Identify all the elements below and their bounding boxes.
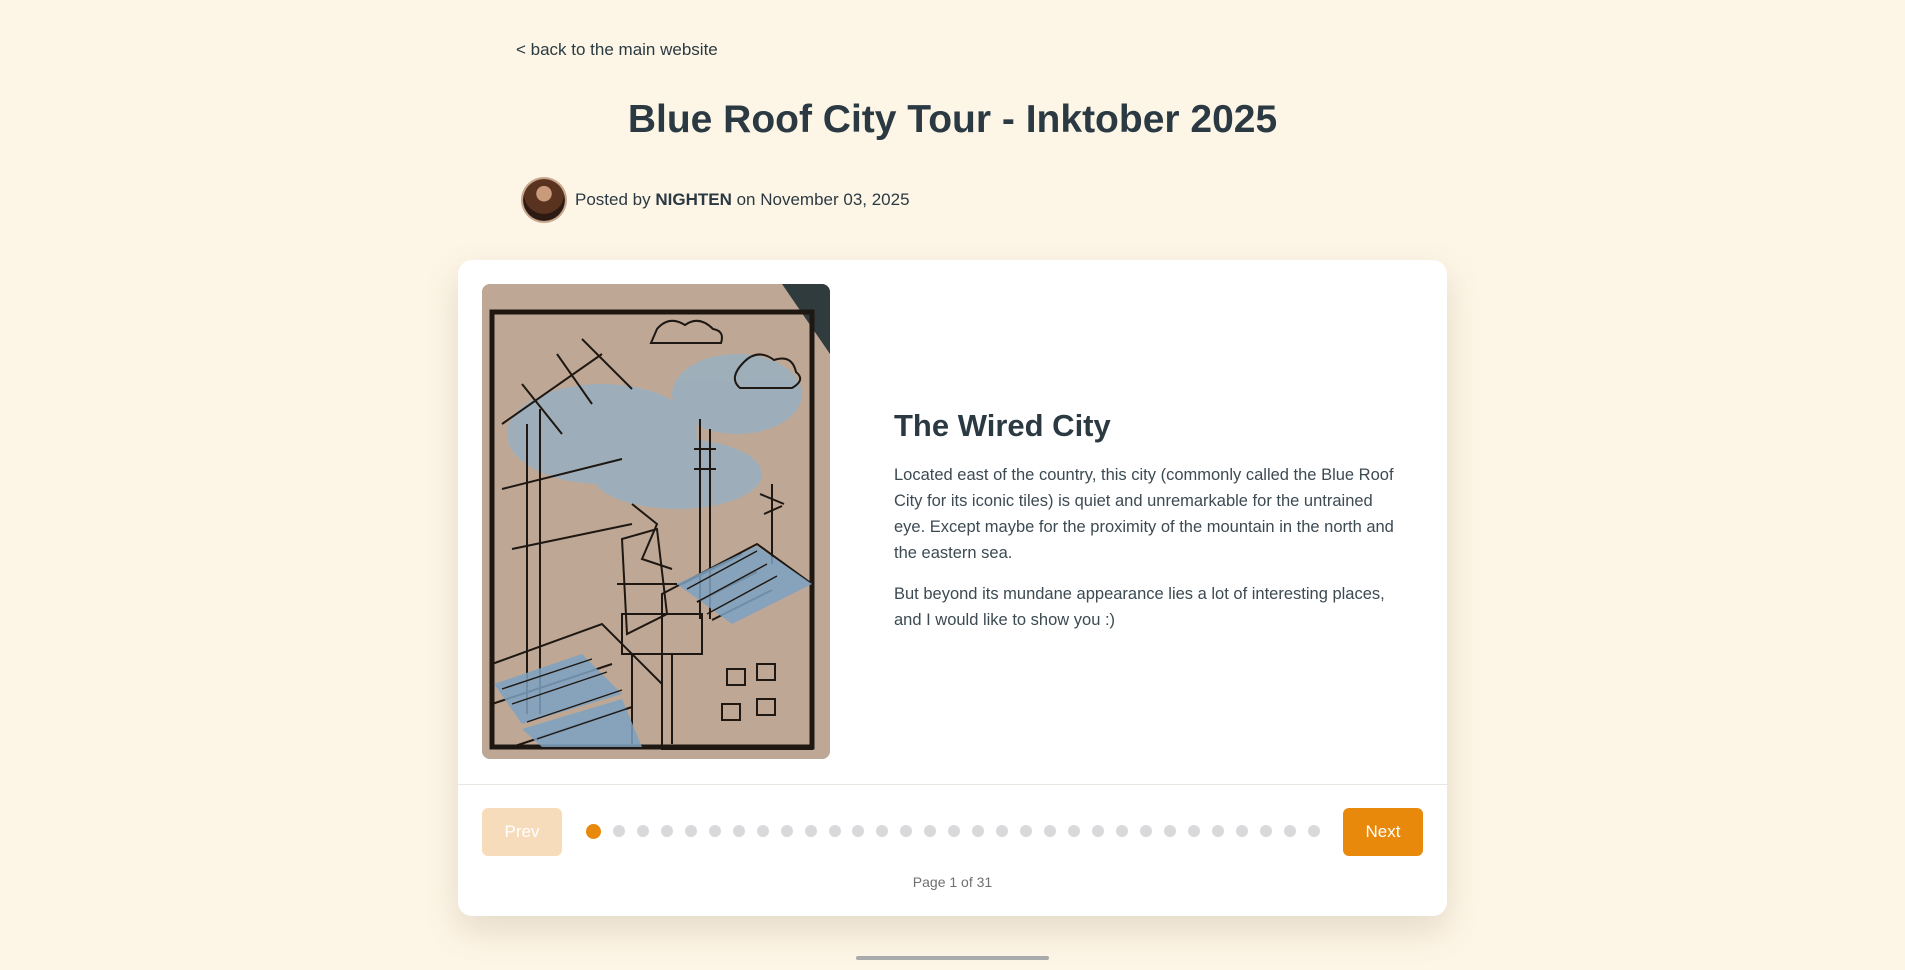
page-dot[interactable] [661, 825, 673, 837]
page-dot[interactable] [1212, 825, 1224, 837]
page-dot[interactable] [1236, 825, 1248, 837]
byline-prefix: Posted by [575, 190, 651, 209]
author-avatar [523, 179, 565, 221]
page-dot[interactable] [685, 825, 697, 837]
page-dot[interactable] [972, 825, 984, 837]
page-dot[interactable] [852, 825, 864, 837]
prev-button[interactable]: Prev [482, 808, 562, 856]
post-date: November 03, 2025 [760, 190, 910, 209]
page-dot[interactable] [637, 825, 649, 837]
page-dot[interactable] [805, 825, 817, 837]
next-button[interactable]: Next [1343, 808, 1423, 856]
page-dot[interactable] [900, 825, 912, 837]
page-dot[interactable] [613, 825, 625, 837]
page-dot[interactable] [996, 825, 1008, 837]
scroll-indicator[interactable] [856, 956, 1049, 960]
slide-title: The Wired City [894, 408, 1111, 443]
back-to-main-link[interactable]: < back to the main website [516, 40, 718, 59]
page-title: Blue Roof City Tour - Inktober 2025 [627, 98, 1278, 141]
author-name: NIGHTEN [655, 190, 732, 209]
page-dot[interactable] [1308, 825, 1320, 837]
page-dot[interactable] [948, 825, 960, 837]
page-dot[interactable] [1284, 825, 1296, 837]
page-dot[interactable] [924, 825, 936, 837]
page-indicator: Page 1 of 31 [912, 874, 993, 890]
page-dot[interactable] [1140, 825, 1152, 837]
card-divider [458, 784, 1447, 785]
byline-text [575, 190, 910, 210]
slide-text [894, 408, 1404, 648]
page-dots [586, 823, 1320, 839]
page-dot[interactable] [733, 825, 745, 837]
page-dot[interactable] [757, 825, 769, 837]
post-byline [523, 179, 910, 221]
page-dot[interactable] [1044, 825, 1056, 837]
page-dot[interactable] [1188, 825, 1200, 837]
page-dot[interactable] [876, 825, 888, 837]
page-dot[interactable] [829, 825, 841, 837]
page-dot[interactable] [1260, 825, 1272, 837]
page-dot-active[interactable] [586, 824, 601, 839]
byline-on: on [736, 190, 756, 209]
artwork-image [482, 284, 830, 759]
page-dot[interactable] [1116, 825, 1128, 837]
page-dot[interactable] [709, 825, 721, 837]
page-dot[interactable] [1164, 825, 1176, 837]
page-dot[interactable] [1020, 825, 1032, 837]
slide-paragraph: Located east of the country, this city (commonly called the Blue Roof City for its iconic tiles) is quiet and unremarkable for the untrained eye. Except maybe for the proximity of the mountain in the north and the eastern sea. [894, 466, 1394, 562]
slideshow-card [458, 260, 1447, 916]
slide-paragraph: But beyond its mundane appearance lies a lot of interesting places, and I would like to show you :) [894, 585, 1385, 629]
page-dot[interactable] [1092, 825, 1104, 837]
page-dot[interactable] [1068, 825, 1080, 837]
page-dot[interactable] [781, 825, 793, 837]
